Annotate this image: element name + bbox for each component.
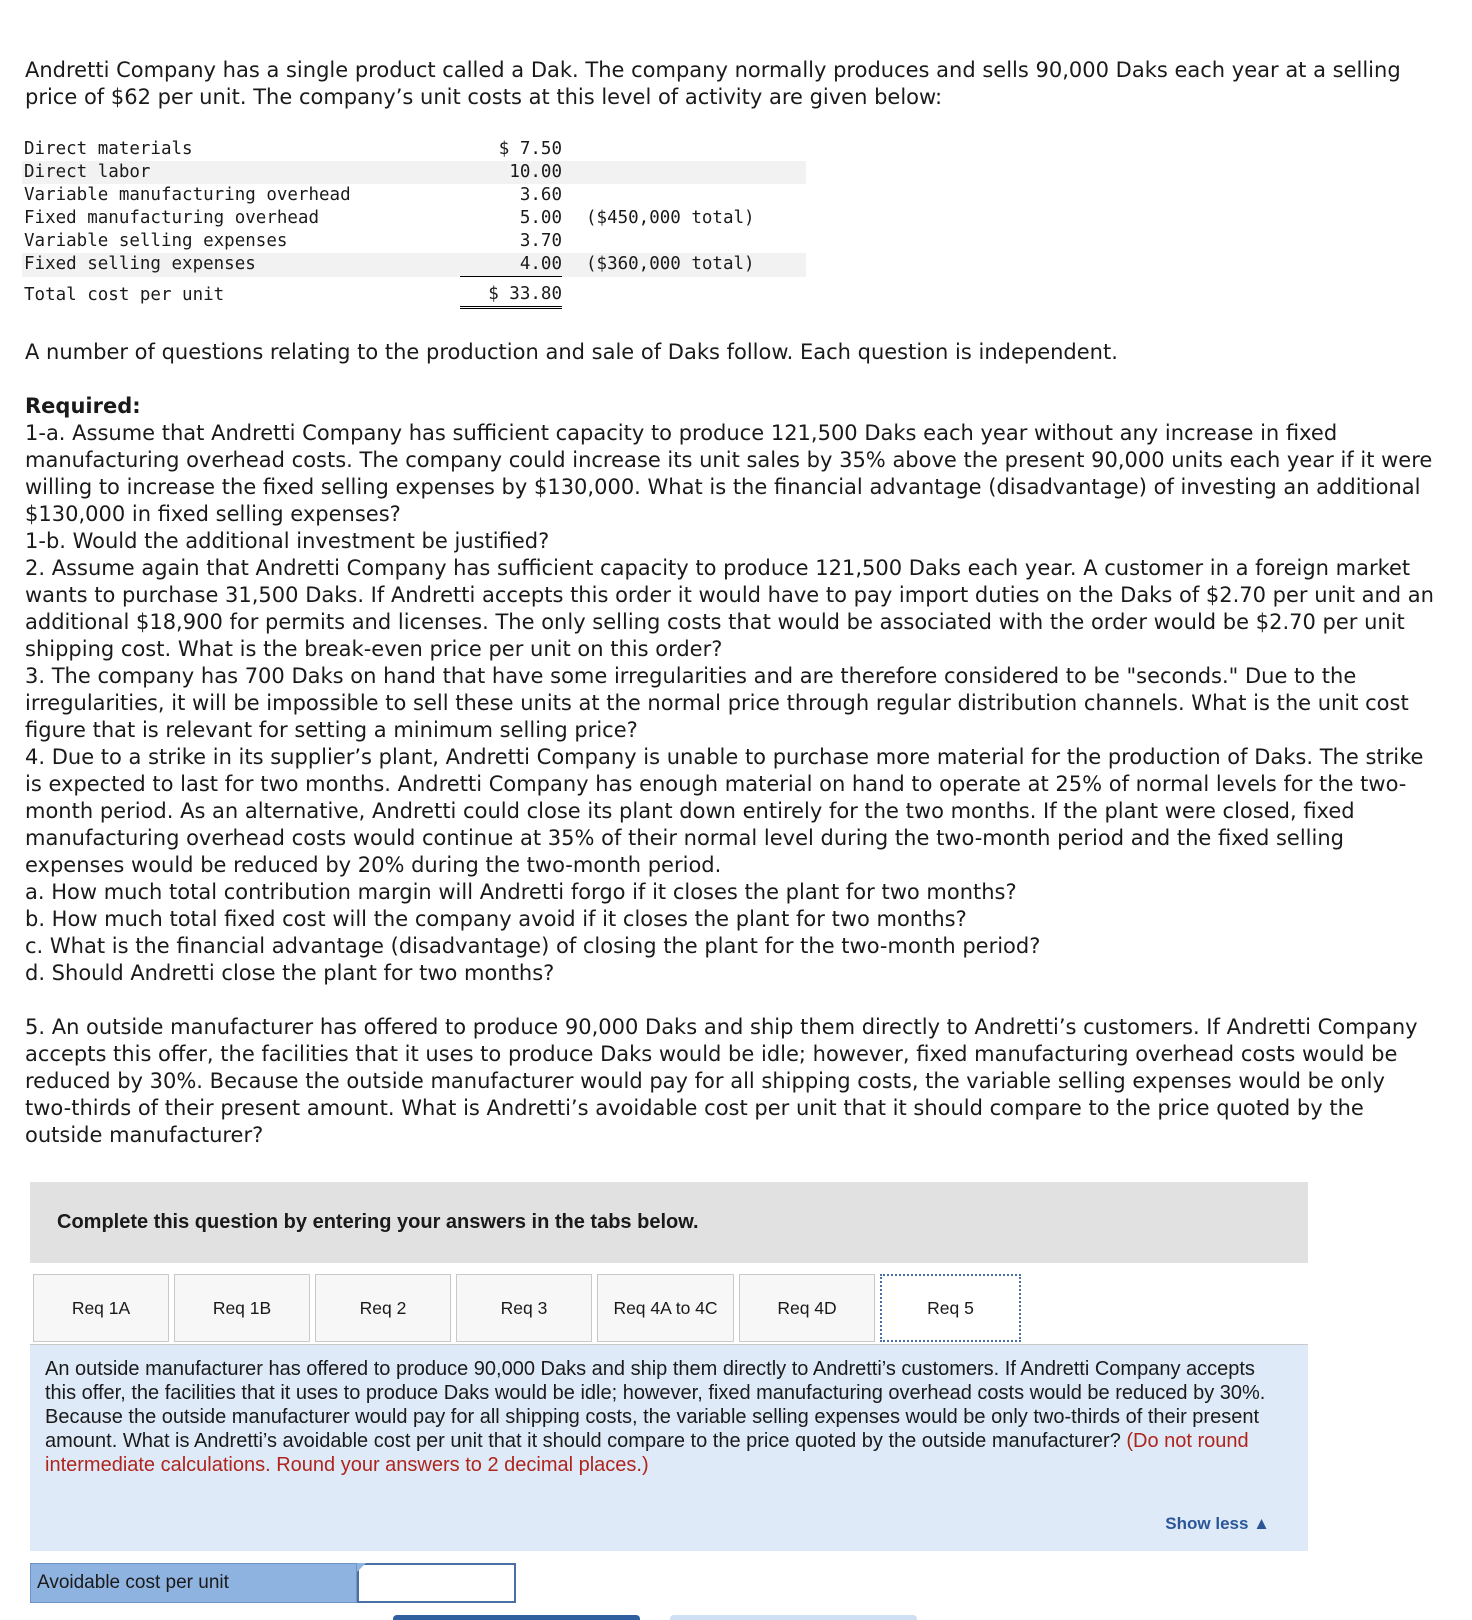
cost-row-amount: 3.60 [519,185,562,205]
cost-row-amount: 10.00 [460,161,562,184]
cost-row [22,253,806,277]
cost-row [22,230,806,253]
questions-intro: A number of questions relating to the production and sale of Daks follow. Each question is independent. [25,340,1118,364]
tab-req-3[interactable]: Req 3 [456,1274,592,1342]
instructions-text: Complete this question by entering your answers in the tabs below. [57,1211,699,1233]
cost-row-amount: 5.00 [519,208,562,228]
question-panel [30,1344,1308,1551]
avoidable-cost-input[interactable] [357,1563,516,1603]
tab-req-5[interactable]: Req 5 [880,1274,1021,1342]
cost-row-amount: 4.00 [460,253,562,277]
cost-row-total: ($360,000 total) [562,253,806,277]
show-less-link[interactable]: Show less ▲ [1165,1514,1270,1533]
panel-question-text: An outside manufacturer has offered to produce 90,000 Daks and ship them directly to Andretti’s customers. If Andretti Company accepts this offer, the facilities that it uses to produce Daks would be idle; however, fixed manufacturing overhead costs would be reduced by 30%. Because the outside manufacturer would pay for all shipping costs, the variable selling expenses would be only two-thirds of their present amount. What is Andretti’s avoidable cost per unit that it should compare to the price quoted by the outside manufacturer? [45,1358,1266,1452]
cost-row-amount: 3.70 [519,231,562,251]
tab-req-1b[interactable]: Req 1B [174,1274,310,1342]
cost-row-label: Fixed manufacturing overhead [24,208,320,228]
cost-row-total [562,230,806,253]
input-corner-marker [357,1563,366,1572]
required-item: 1-a. Assume that Andretti Company has sufficient capacity to produce 121,500 Daks each year without any increase in fixed manufacturing overhead costs. The company could increase its unit sales by 35% above the present 90,000 units each year if it were willing to increase the fixed selling expenses by $130,000. What is the financial advantage (disadvantage) of investing an additional $130,000 in fixed selling expenses? [25,421,1433,526]
cost-row-total: ($450,000 total) [586,208,755,228]
required-item: a. How much total contribution margin will Andretti forgo if it closes the plant for two months? [25,880,1017,904]
cost-row [22,207,806,230]
required-item: 1-b. Would the additional investment be justified? [25,529,550,553]
avoidable-cost-label: Avoidable cost per unit [30,1563,357,1603]
instructions-banner [30,1182,1308,1263]
required-item: 2. Assume again that Andretti Company has sufficient capacity to produce 121,500 Daks each year. A customer in a foreign market wants to purchase 31,500 Daks. If Andretti accepts this order it would have to pay import duties on the Daks of $2.70 per unit and an additional $18,900 for permits and licenses. The only selling costs that would be associated with the order would be $2.70 per unit shipping cost. What is the break-even price per unit on this order? [25,556,1434,661]
intro-paragraph: Andretti Company has a single product called a Dak. The company normally produces and sells 90,000 Daks each year at a selling price of $62 per unit. The company’s unit costs at this level of activity are given below: [25,58,1401,109]
question-5-text: 5. An outside manufacturer has offered to produce 90,000 Daks and ship them directly to Andretti’s customers. If Andretti Company accepts this offer, the facilities that it uses to produce Daks would be idle; however, fixed manufacturing overhead costs would be reduced by 30%. Because the outside manufacturer would pay for all shipping costs, the variable selling expenses would be only two-thirds of their present amount. What is Andretti’s avoidable cost per unit that it should compare to the price quoted by the outside manufacturer? [25,1015,1418,1147]
cost-row-total [562,138,806,161]
required-item: d. Should Andretti close the plant for two months? [25,961,555,985]
cost-total-label: Total cost per unit [24,284,225,305]
cost-row [22,161,806,184]
required-item: 4. Due to a strike in its supplier’s plant, Andretti Company is unable to purchase more material for the production of Daks. The strike is expected to last for two months. Andretti Company has enough material on hand to operate at 25% of normal levels for the two-month period. As an alternative, Andretti could close its plant down entirely for the two months. If the plant were closed, fixed manufacturing overhead costs would continue at 35% of their normal level during the two-month period and the fixed selling expenses would be reduced by 20% during the two-month period. [25,745,1424,877]
required-item: 3. The company has 700 Daks on hand that have some irregularities and are therefore considered to be "seconds." Due to the irregularities, it will be impossible to sell these units at the normal price through regular distribution channels. What is the unit cost figure that is relevant for setting a minimum selling price? [25,664,1409,742]
required-section [25,393,1445,987]
cost-total-row [22,277,806,308]
tab-req-1a[interactable]: Req 1A [33,1274,169,1342]
cost-row-total [562,184,806,207]
cost-row-label: Variable selling expenses [24,231,288,251]
cost-row-label: Fixed selling expenses [22,253,460,277]
cost-row [22,138,806,161]
rounding-hint: (Do not round intermediate calculations. Round your answers to 2 decimal places.) [45,1430,1249,1476]
prev-req-button[interactable] [393,1615,640,1620]
panel-question [45,1357,1290,1477]
required-item: c. What is the financial advantage (disadvantage) of closing the plant for the two-month period? [25,934,1041,958]
cost-row-amount: $ 7.50 [498,139,562,159]
unit-cost-table [22,138,806,309]
cost-row-label: Variable manufacturing overhead [24,185,351,205]
required-title: Required: [25,394,141,418]
cost-row-total [562,161,806,184]
cost-row [22,184,806,207]
cost-row-label: Direct labor [22,161,460,184]
cost-total-amount: $ 33.80 [460,277,562,308]
required-item: b. How much total fixed cost will the company avoid if it closes the plant for two months? [25,907,967,931]
tab-req-4d[interactable]: Req 4D [739,1274,875,1342]
cost-row-label: Direct materials [24,139,193,159]
tab-req-4a-to-4c[interactable]: Req 4A to 4C [597,1274,734,1342]
tab-req-2[interactable]: Req 2 [315,1274,451,1342]
next-req-button[interactable] [670,1615,917,1620]
